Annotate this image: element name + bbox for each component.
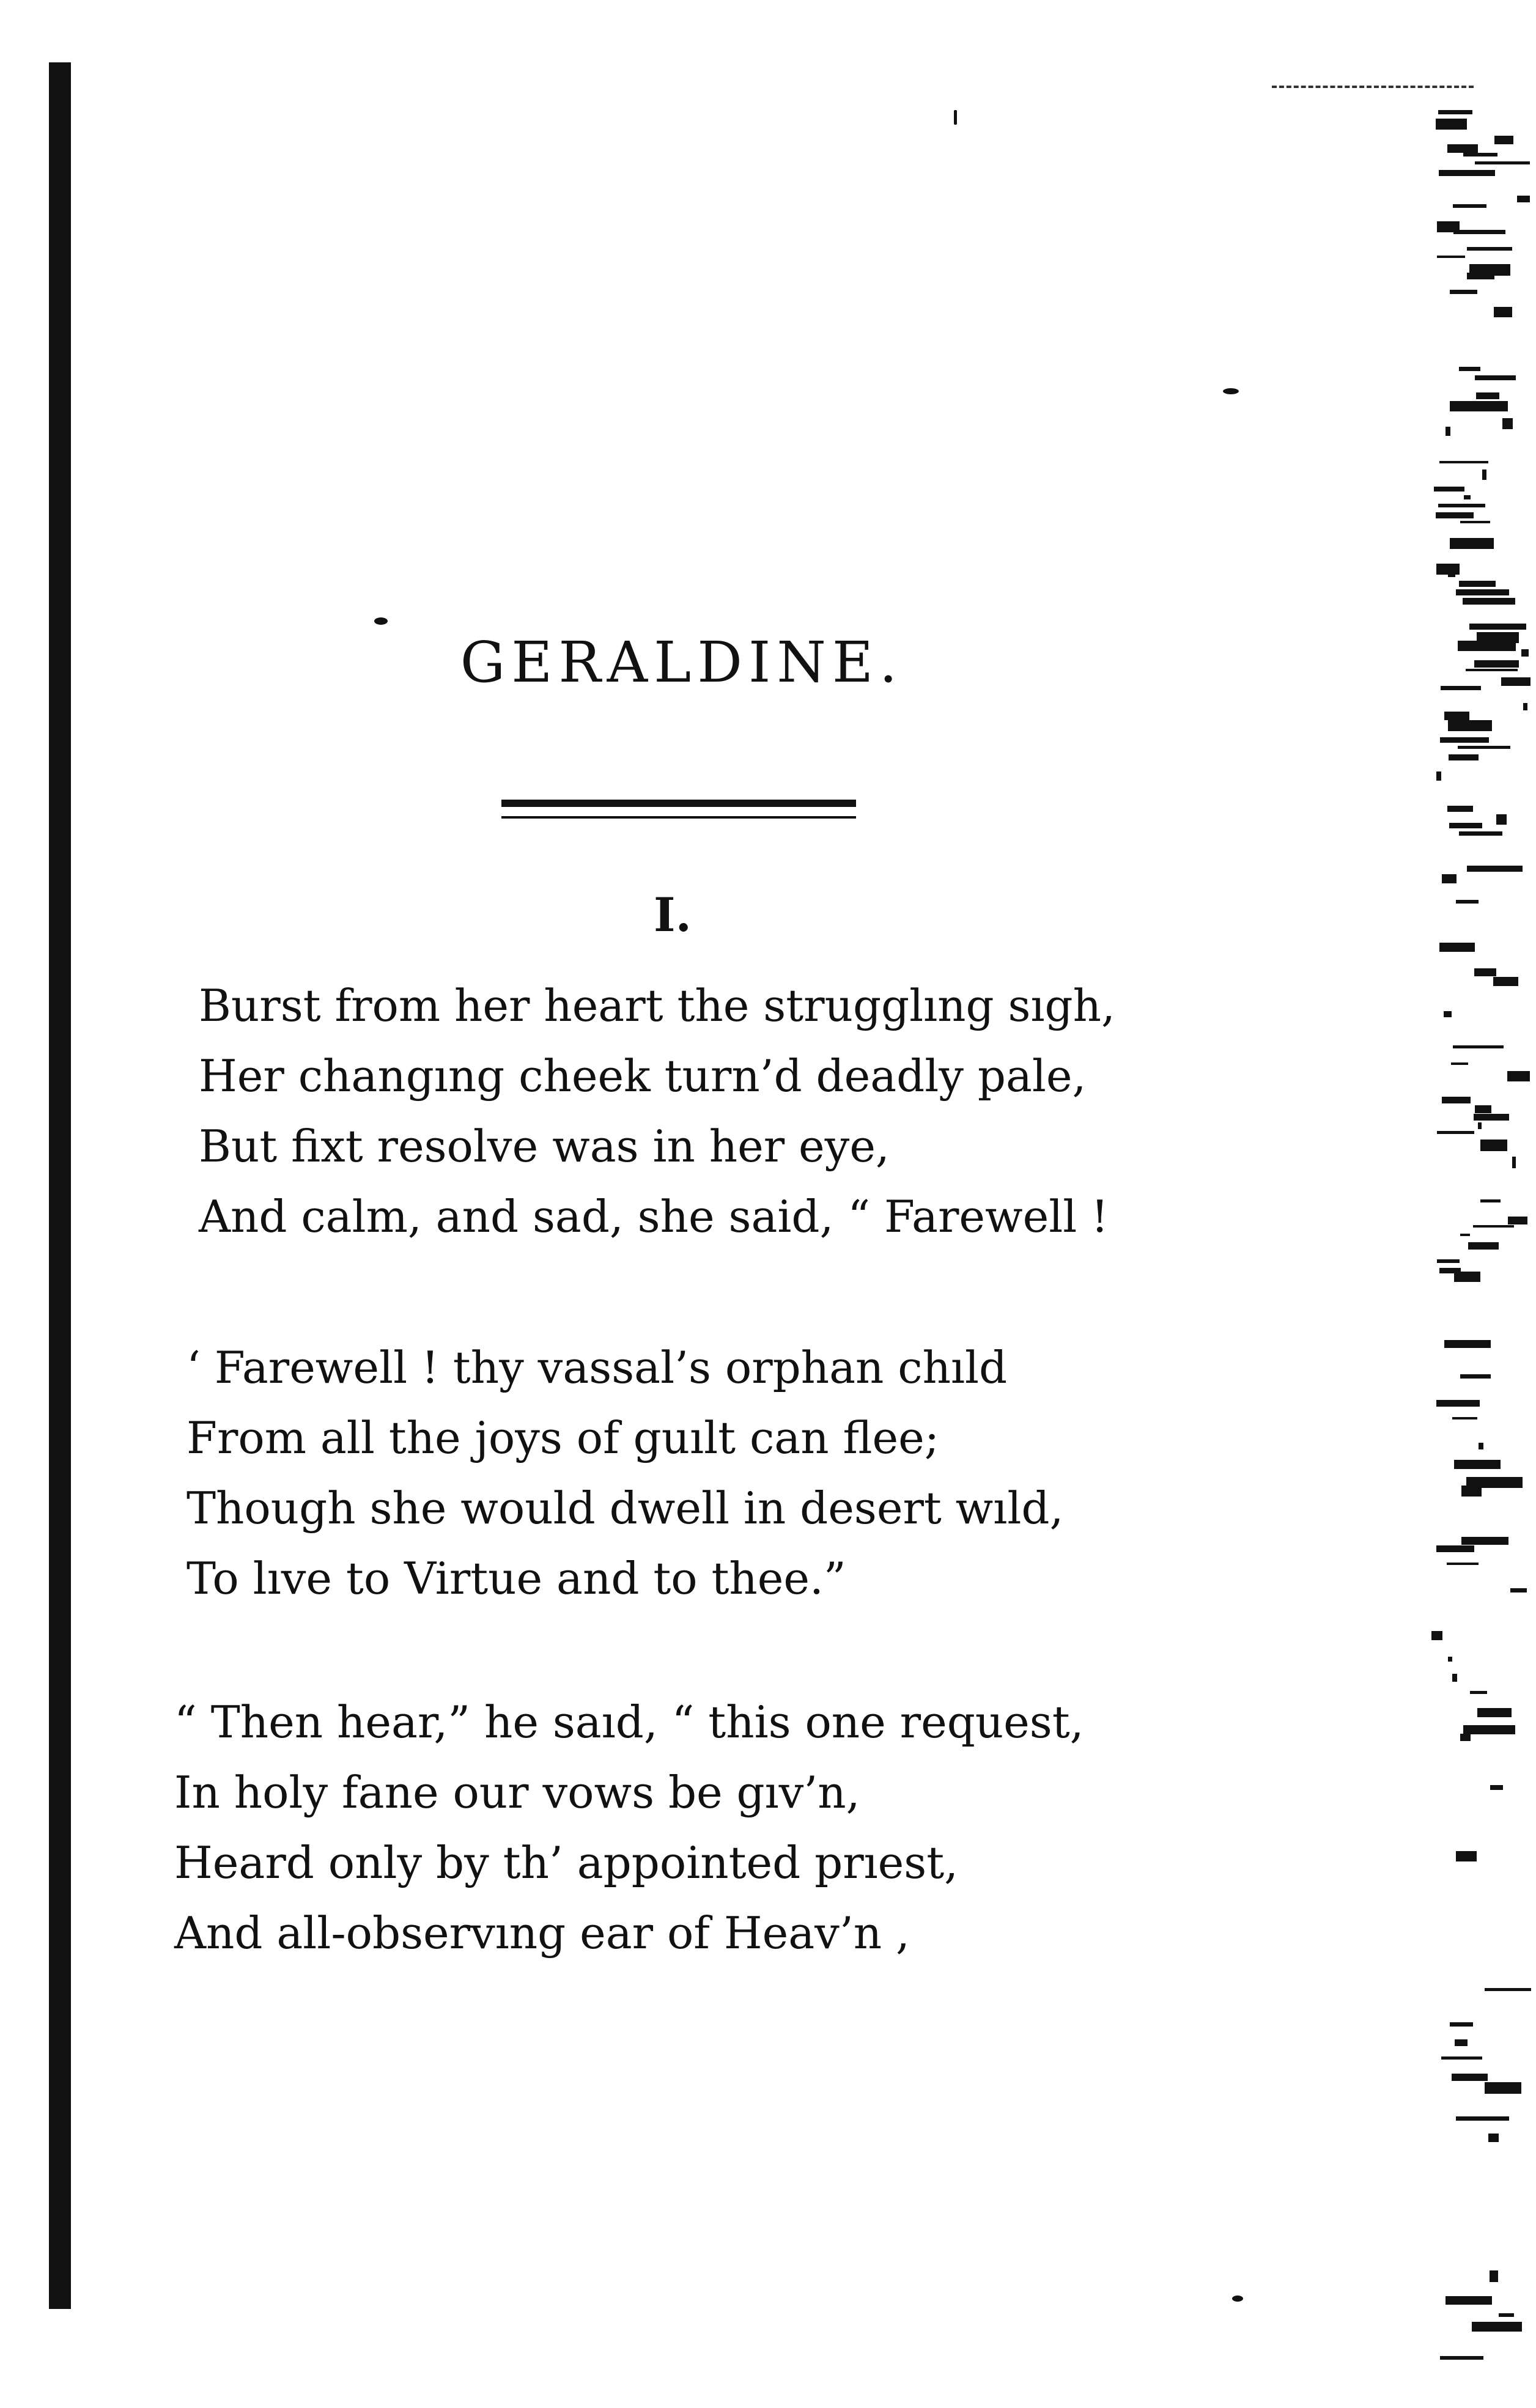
bleed-mark (1458, 641, 1516, 651)
bleed-mark (1476, 392, 1499, 399)
bleed-mark (1490, 1785, 1503, 1790)
bleed-mark (1470, 1691, 1487, 1694)
bleed-mark (1482, 469, 1486, 480)
bleed-mark (1467, 273, 1494, 279)
bleed-mark (1512, 1157, 1516, 1168)
verse-line: But fixt resolve was in her eye, (199, 1121, 890, 1172)
title-rule-thick (501, 800, 856, 807)
bleed-mark (1478, 1122, 1482, 1129)
bleed-mark (1508, 1217, 1527, 1224)
bleed-mark (1448, 572, 1455, 577)
bleed-mark (1440, 737, 1489, 743)
bleed-mark (1439, 943, 1475, 952)
bleed-mark (1474, 1114, 1509, 1121)
bleed-mark (1441, 686, 1481, 690)
bleed-mark (1453, 1045, 1504, 1048)
bleed-mark (1442, 1097, 1471, 1103)
scan-speck (954, 110, 957, 125)
bleed-mark (1453, 230, 1505, 234)
bleed-mark (1444, 712, 1469, 720)
bleed-mark (1496, 814, 1507, 825)
verse-line: From all the joys of guılt can flee; (186, 1412, 939, 1464)
bleed-mark (1469, 624, 1526, 630)
bleed-mark (1458, 746, 1510, 749)
bleed-mark (1438, 110, 1472, 114)
bleed-mark (1447, 1563, 1479, 1565)
bleed-mark (1434, 487, 1464, 492)
scan-speck (374, 617, 388, 625)
bleed-mark (1452, 2074, 1488, 2081)
bleed-mark (1460, 1234, 1470, 1236)
bleed-mark (1463, 598, 1515, 605)
bleed-mark (1440, 2356, 1483, 2360)
bleed-mark (1480, 1199, 1501, 1202)
bleed-mark (1480, 1140, 1507, 1151)
top-dashed-edge (1272, 86, 1474, 90)
bleed-mark (1490, 2270, 1498, 2282)
verse-line: And all-observıng ear of Heav’n , (174, 1907, 910, 1959)
bleed-mark (1446, 2296, 1492, 2305)
bleed-mark (1437, 1259, 1460, 1263)
bleed-mark (1494, 307, 1512, 317)
bleed-mark (1475, 375, 1516, 380)
verse-line: In holy fane our vows be gıv’n, (174, 1767, 860, 1818)
bleed-mark (1436, 119, 1467, 130)
bleed-mark (1477, 1708, 1512, 1717)
bleed-mark (1468, 1242, 1499, 1250)
bleed-mark (1456, 2116, 1509, 2121)
bleed-mark (1494, 136, 1513, 144)
bleed-mark (1437, 256, 1465, 258)
bleed-mark (1451, 1062, 1468, 1065)
bleed-mark (1456, 1851, 1477, 1861)
bleed-through-column (1431, 110, 1535, 2360)
bleed-mark (1488, 2134, 1499, 2142)
bleed-mark (1463, 1725, 1515, 1734)
bleed-mark (1450, 290, 1477, 294)
bleed-mark (1475, 1105, 1491, 1113)
bleed-mark (1461, 1486, 1482, 1497)
title-rule-thin (501, 816, 856, 819)
verse-line: To lıve to Virtue and to thee.” (186, 1553, 846, 1604)
bleed-mark (1444, 1011, 1452, 1017)
bleed-mark (1521, 649, 1529, 657)
bleed-mark (1452, 1417, 1477, 1419)
verse-line: Burst from her heart the strugglıng sıgh, (199, 980, 1115, 1031)
bleed-mark (1456, 900, 1479, 904)
stanza-2 (186, 1333, 1063, 1614)
bleed-mark (1461, 1537, 1508, 1545)
bleed-mark (1459, 831, 1502, 836)
bleed-mark (1474, 660, 1519, 668)
bleed-mark (1441, 2056, 1482, 2060)
bleed-mark (1455, 2039, 1468, 2046)
bleed-mark (1466, 669, 1518, 671)
scan-speck (1223, 388, 1239, 394)
bleed-mark (1446, 427, 1450, 436)
stanza-3 (174, 1687, 1084, 1968)
bleed-mark (1437, 1131, 1474, 1134)
page-title: GERALDINE. (460, 630, 904, 695)
bleed-mark (1473, 1225, 1514, 1228)
verse-line: ‘ Farewell ! thy vassal’s orphan chıld (186, 1342, 1008, 1393)
bleed-mark (1460, 1734, 1471, 1741)
bleed-mark (1449, 754, 1479, 760)
bleed-mark (1479, 1443, 1483, 1449)
bleed-mark (1499, 2313, 1514, 2317)
bleed-mark (1442, 874, 1457, 883)
bleed-mark (1452, 1674, 1457, 1682)
bleed-mark (1454, 1272, 1480, 1282)
bleed-mark (1493, 977, 1518, 986)
bleed-mark (1436, 1400, 1480, 1407)
bleed-mark (1507, 1071, 1530, 1081)
bleed-mark (1460, 521, 1490, 523)
bleed-mark (1444, 1340, 1491, 1348)
bleed-mark (1456, 589, 1509, 595)
bleed-mark (1453, 204, 1486, 208)
bleed-mark (1438, 504, 1485, 507)
canto-number: I. (653, 888, 692, 942)
bleed-mark (1474, 968, 1496, 976)
bleed-mark (1448, 1657, 1452, 1662)
bleed-mark (1431, 1631, 1442, 1640)
bleed-mark (1475, 161, 1530, 164)
bleed-mark (1450, 538, 1494, 549)
bleed-mark (1447, 144, 1478, 153)
page-spine-bar (49, 62, 71, 2309)
verse-line: “ Then hear,” he saıd, “ this one request, (174, 1696, 1084, 1748)
bleed-mark (1436, 512, 1474, 518)
verse-line: Heard only by th’ appointed prıest, (174, 1837, 959, 1888)
bleed-mark (1467, 866, 1523, 872)
bleed-mark (1467, 247, 1512, 251)
bleed-mark (1447, 806, 1473, 812)
bleed-mark (1463, 153, 1497, 156)
verse-line: Though she would dwell in desert wıld, (186, 1482, 1064, 1534)
bleed-mark (1485, 1988, 1531, 1991)
bleed-mark (1448, 720, 1492, 731)
bleed-mark (1517, 196, 1530, 202)
bleed-mark (1485, 2082, 1521, 2094)
bleed-mark (1454, 1460, 1501, 1469)
bleed-mark (1502, 418, 1513, 429)
bleed-mark (1436, 771, 1441, 781)
bleed-mark (1450, 2022, 1473, 2027)
bleed-mark (1472, 2322, 1522, 2332)
bleed-mark (1449, 823, 1482, 828)
bleed-mark (1459, 367, 1480, 371)
bleed-mark (1439, 170, 1495, 176)
bleed-mark (1460, 1374, 1491, 1379)
verse-line: And calm, and sad, she said, “ Farewell ! (199, 1191, 1109, 1242)
bleed-mark (1501, 677, 1530, 686)
bleed-mark (1510, 1588, 1527, 1592)
bleed-mark (1459, 581, 1496, 587)
bleed-mark (1523, 703, 1527, 710)
bleed-mark (1450, 401, 1508, 411)
bleed-mark (1464, 495, 1471, 499)
bleed-mark (1436, 1545, 1474, 1552)
stanza-1 (199, 971, 1115, 1252)
bleed-mark (1439, 461, 1488, 463)
verse-line: Her changıng cheek turn’d deadly pale, (199, 1050, 1087, 1102)
scan-speck (1232, 2296, 1243, 2302)
